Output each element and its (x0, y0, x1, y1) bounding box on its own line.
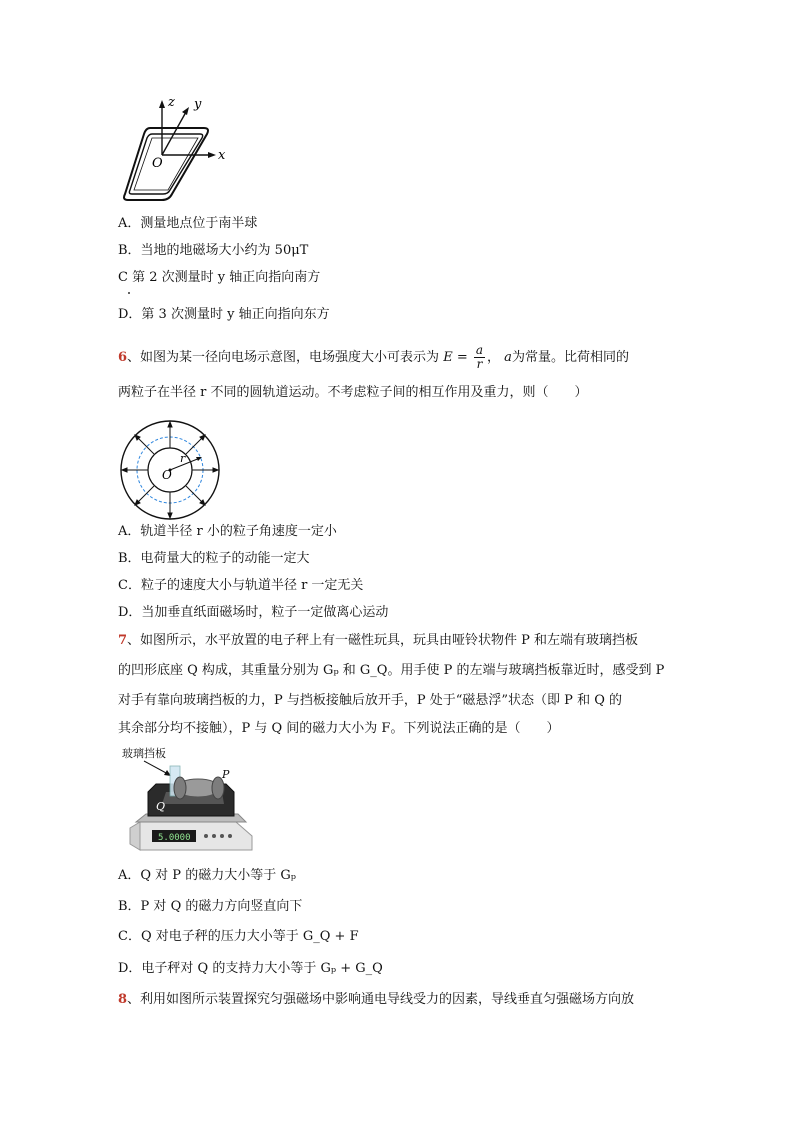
q6-constant-a: a (504, 350, 512, 365)
q5-option-d: D．第 3 次测量时 y 轴正向指向东方 (118, 307, 330, 322)
axis-label-y: y (194, 97, 202, 112)
q6-stem-part-d: 为常量。比荷相同的 (511, 350, 629, 365)
axis-label-z: z (168, 95, 175, 110)
q6-stem-line2: 两粒子在半径 r 不同的圆轨道运动。不考虑粒子间的相互作用及重力，则（ ） (118, 385, 588, 400)
q5-option-a: A．测量地点位于南半球 (118, 216, 258, 231)
center-label-o: O (162, 468, 172, 482)
radial-field-figure (118, 418, 222, 522)
q6-stem-part-a: 、如图为某一径向电场示意图，电场强度大小可表示为 (127, 350, 440, 365)
q8-stem-text: 、利用如图所示装置探究匀强磁场中影响通电导线受力的因素，导线垂直匀强磁场方向放 (127, 992, 635, 1007)
q7-option-b: B．P 对 Q 的磁力方向竖直向下 (118, 899, 303, 914)
q7-stem-line1 (118, 631, 638, 651)
q6-formula-fraction (474, 344, 485, 371)
q7-stem-line3: 对手有靠向玻璃挡板的力，P 与挡板接触后放开手，P 处于“磁悬浮”状态（即 P 和 Q 的 (118, 693, 622, 708)
q7-option-a: A．Q 对 P 的磁力大小等于 Gₚ (118, 868, 296, 883)
q5-option-c: C 第 2 次测量时 y 轴正向指向南方 (118, 270, 321, 285)
stray-dot (128, 292, 130, 294)
glass-plate-label: 玻璃挡板 (122, 747, 166, 760)
q7-option-d: D．电子秤对 Q 的支持力大小等于 Gₚ + G_Q (118, 961, 383, 976)
q5-option-b: B．当地的地磁场大小约为 50μT (118, 243, 309, 258)
q8-stem-line1 (118, 990, 634, 1010)
q6-formula-numerator: a (475, 343, 484, 357)
q8-number: 8 (118, 992, 128, 1007)
toy-label-q: Q (156, 800, 166, 813)
q6-formula-denominator: r (476, 357, 483, 371)
toy-label-p: P (222, 768, 230, 781)
axis-label-x: x (218, 148, 226, 163)
phone-axes-figure (112, 90, 242, 208)
q6-option-c: C．粒子的速度大小与轨道半径 r 一定无关 (118, 578, 364, 593)
q6-option-d: D．当加垂直纸面磁场时，粒子一定做离心运动 (118, 605, 389, 620)
origin-label: O (152, 156, 163, 171)
q6-number: 6 (118, 350, 128, 365)
q6-option-a: A．轨道半径 r 小的粒子角速度一定小 (118, 524, 337, 539)
q7-option-c: C．Q 对电子秤的压力大小等于 G_Q + F (118, 929, 359, 944)
q7-stem-line4: 其余部分均不接触），P 与 Q 间的磁力大小为 F。下列说法正确的是（ ） (118, 721, 560, 736)
scale-display-value: 5.0000 (158, 833, 191, 843)
radius-label-r: r (180, 452, 186, 465)
q7-stem-line2: 的凹形底座 Q 构成，其重量分别为 Gₚ 和 G_Q。用手使 P 的左端与玻璃挡板靠近时，感受到 P (118, 663, 665, 678)
scale-toy-figure (118, 744, 258, 856)
q6-stem-line1 (118, 344, 629, 371)
q6-option-b: B．电荷量大的粒子的动能一定大 (118, 551, 310, 566)
q6-stem-part-b: ， (487, 350, 501, 365)
q7-number: 7 (118, 633, 128, 648)
q6-formula-lhs: E = (443, 350, 468, 365)
q7-stem-text-1: 、如图所示，水平放置的电子秤上有一磁性玩具，玩具由哑铃状物件 P 和左端有玻璃挡板 (127, 633, 639, 648)
